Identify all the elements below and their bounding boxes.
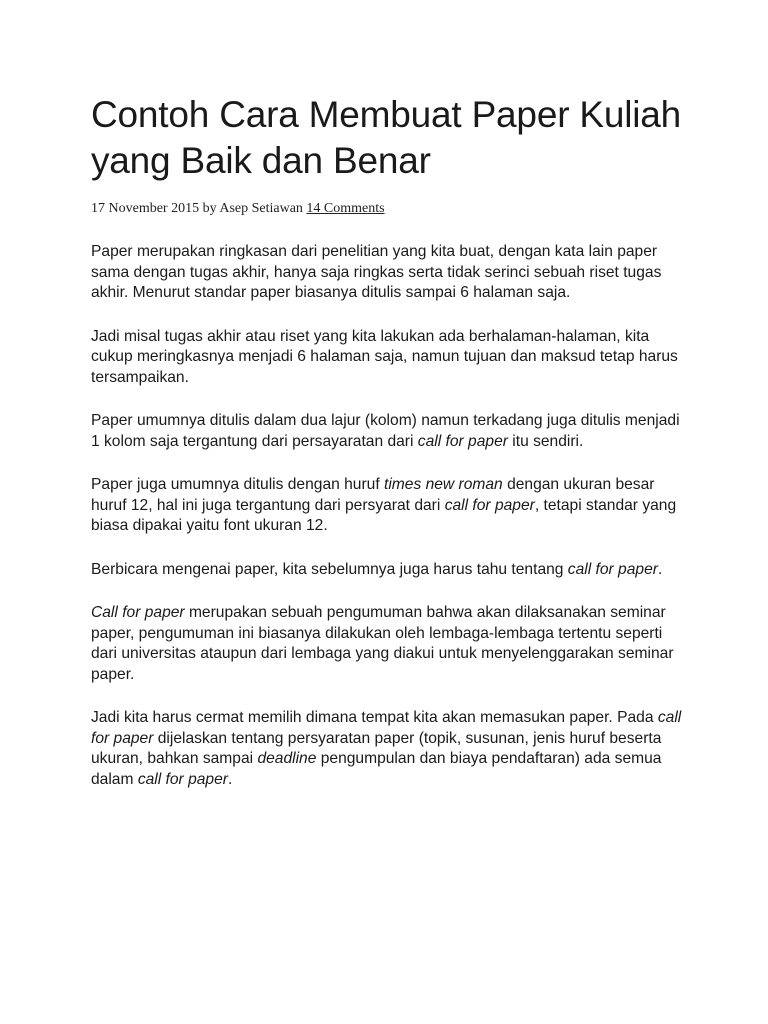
italic-text: times new roman: [384, 476, 503, 493]
italic-text: Call for paper: [91, 604, 185, 621]
paragraph: [91, 603, 691, 685]
text-run: Paper umumnya ditulis dalam dua lajur (kolom) namun terkadang juga ditulis menjadi 1 kolom saja tergantung dari persayaratan dari: [91, 412, 680, 450]
italic-text: deadline: [257, 750, 317, 767]
italic-text: call for paper: [137, 770, 228, 788]
paragraph: [91, 708, 691, 790]
text-run: Paper merupakan ringkasan dari penelitian yang kita buat, dengan kata lain paper sama dengan tugas akhir, hanya saja ringkas serta tidak serinci sebuah riset tugas akhir. Menurut standar paper biasanya ditulis sampai 6 halaman saja.: [91, 243, 662, 301]
text-run: .: [227, 770, 233, 788]
text-run: itu sendiri.: [507, 432, 584, 450]
italic-text: call for paper: [417, 432, 508, 450]
text-run: , tetapi standar yang biasa dipakai yaitu font ukuran 12.: [91, 496, 677, 534]
italic-text: call for paper: [444, 496, 535, 514]
text-run: .: [657, 560, 663, 578]
text-run: merupakan sebuah pengumuman bahwa akan dilaksanakan seminar paper, pengumuman ini biasanya dilakukan oleh lembaga-lembaga tertentu seperti dari universitas ataupun dari lembaga yang diakui untuk menyelenggarakan seminar paper.: [91, 604, 674, 683]
text-run: Jadi misal tugas akhir atau riset yang kita lakukan ada berhalaman-halaman, kita cukup meringkasnya menjadi 6 halaman saja, namun tujuan dan maksud tetap harus tersampaikan.: [91, 327, 678, 386]
article-body: [91, 242, 691, 790]
article: [91, 92, 691, 813]
author-name: Asep Setiawan: [219, 201, 303, 216]
text-run: pengumpulan dan biaya pendaftaran) ada semua dalam: [91, 750, 662, 788]
paragraph: [91, 242, 691, 304]
text-run: Paper juga umumnya ditulis dengan huruf: [91, 476, 384, 493]
article-title: Contoh Cara Membuat Paper Kuliah yang Baik dan Benar: [91, 94, 682, 181]
text-run: Berbicara mengenai paper, kita sebelumnya juga harus tahu tentang: [91, 560, 568, 578]
paragraph: [91, 327, 691, 389]
text-run: Jadi kita harus cermat memilih dimana tempat kita akan memasukan paper. Pada: [91, 709, 658, 726]
paragraph: [91, 475, 691, 537]
italic-text: call for paper: [91, 709, 682, 747]
by-label: by: [202, 201, 217, 216]
text-run: dijelaskan tentang persyaratan paper (topik, susunan, jenis huruf beserta ukuran, bahkan sampai: [91, 729, 662, 767]
text-run: dengan ukuran besar huruf 12, hal ini juga tergantung dari persyarat dari: [91, 476, 655, 514]
comments-link[interactable]: 14 Comments: [306, 201, 385, 216]
italic-text: call for paper: [567, 560, 658, 578]
post-date: 17 November 2015: [91, 201, 200, 216]
paragraph: [91, 560, 691, 581]
article-meta: [91, 200, 691, 218]
paragraph: [91, 411, 691, 452]
